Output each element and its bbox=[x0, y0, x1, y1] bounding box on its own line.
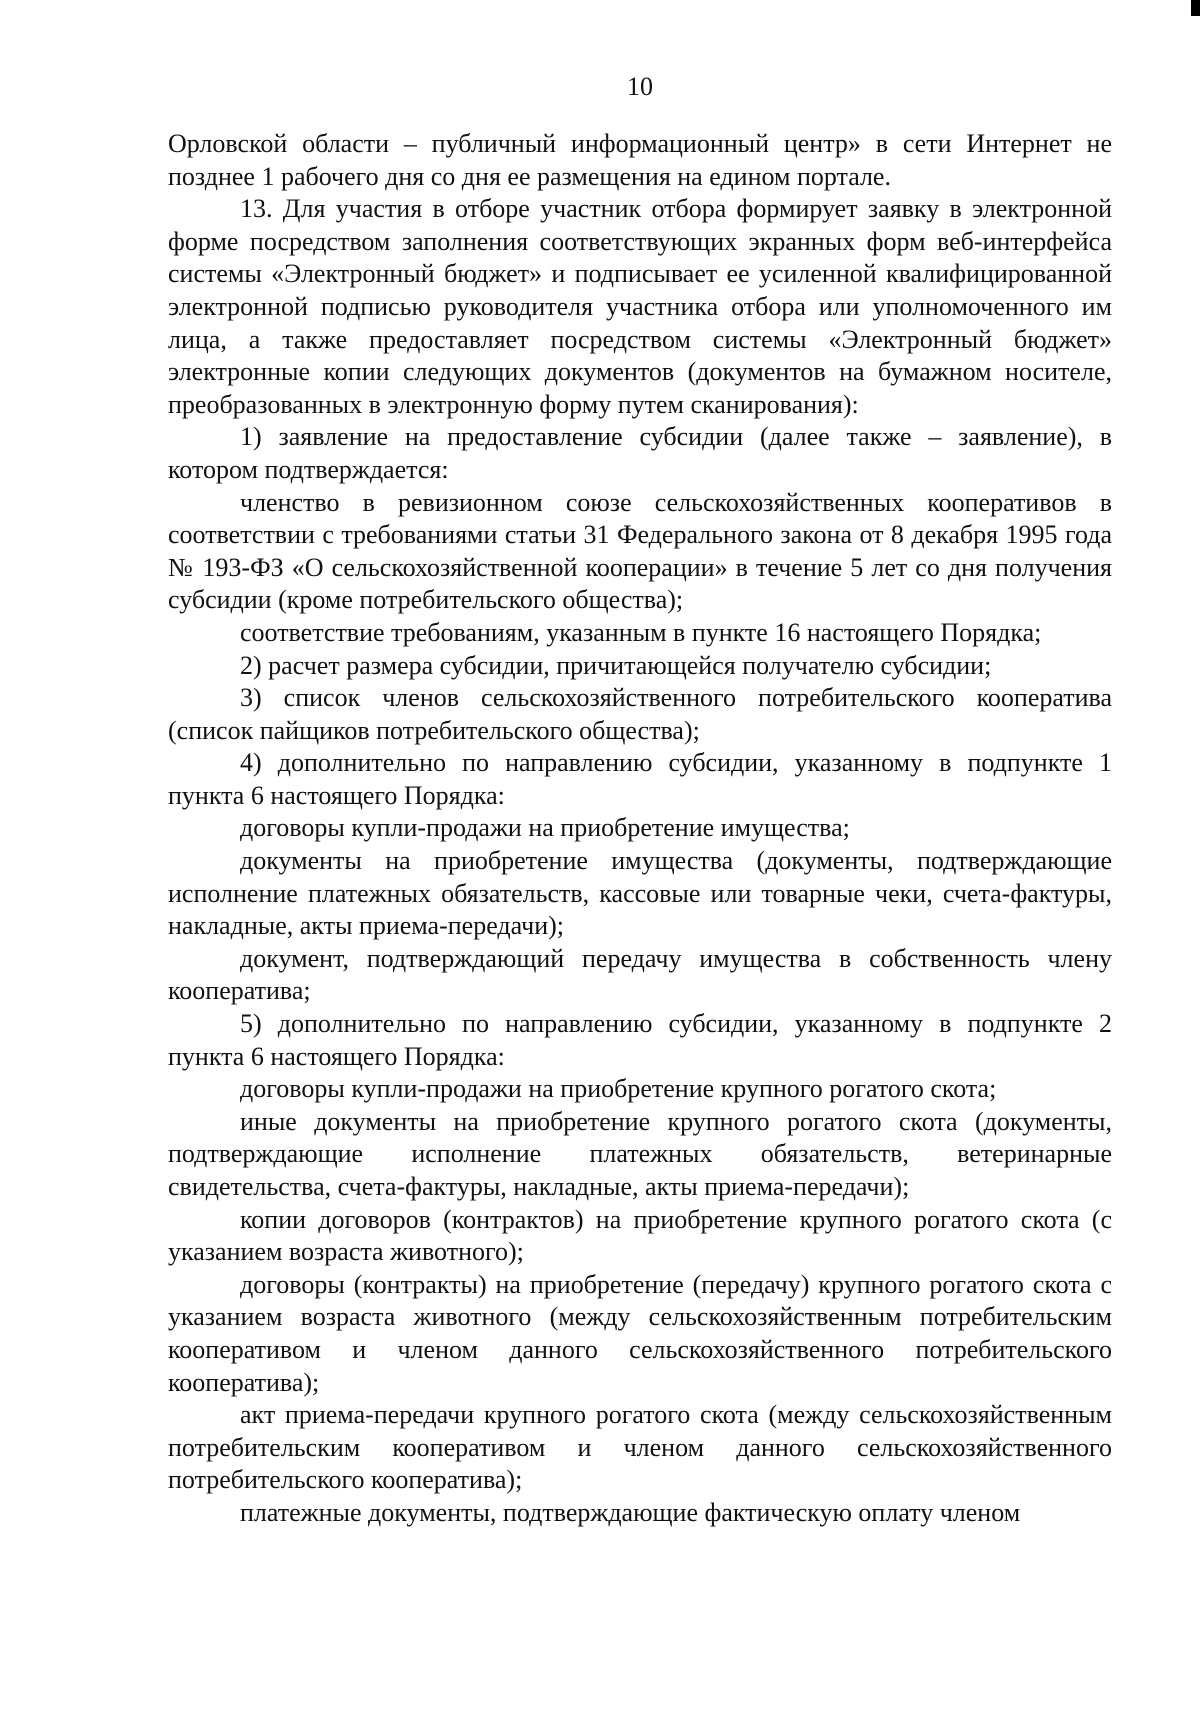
page-number: 10 bbox=[627, 72, 653, 101]
paragraph: документы на приобретение имущества (документы, подтверждающие исполнение платежных обязательств, кассовые или товарные чеки, счета-фактуры, накладные, акты приема-передачи); bbox=[168, 846, 1112, 941]
paragraph: 4) дополнительно по направлению субсидии, указанному в подпункте 1 пункта 6 настоящего Порядка: bbox=[168, 748, 1112, 810]
paragraph: договоры (контракты) на приобретение (передачу) крупного рогатого скота с указанием возраста животного (между сельскохозяйственным потребительским кооперативом и членом данного сельскохозяйственного потребительского кооператива); bbox=[168, 1269, 1112, 1397]
paragraph: 1) заявление на предоставление субсидии (далее также – заявление), в котором подтверждается: bbox=[168, 422, 1112, 484]
paragraph: 5) дополнительно по направлению субсидии, указанному в подпункте 2 пункта 6 настоящего Порядка: bbox=[168, 1009, 1112, 1071]
paragraph: Орловской области – публичный информационный центр» в сети Интернет не позднее 1 рабочего дня со дня ее размещения на едином портале. bbox=[168, 129, 1112, 191]
paragraph: договоры купли-продажи на приобретение крупного рогатого скота; bbox=[240, 1074, 997, 1104]
paragraph: 13. Для участия в отборе участник отбора формирует заявку в электронной форме посредством заполнения соответствующих экранных форм веб-интерфейса системы «Электронный бюджет» и подписывает ее усиленной квалифицированной электронной подписью руководителя участника отбора или уполномоченного им лица, а также предоставляет посредством системы «Электронный бюджет» электронные копии следующих документов (документов на бумажном носителе, преобразованных в электронную форму путем сканирования): bbox=[168, 194, 1112, 419]
paragraph: платежные документы, подтверждающие фактическую оплату членом bbox=[240, 1497, 1021, 1527]
document-body bbox=[168, 128, 1112, 1530]
paragraph: договоры купли-продажи на приобретение имущества; bbox=[240, 813, 850, 843]
paragraph: членство в ревизионном союзе сельскохозяйственных кооперативов в соответствии с требованиями статьи 31 Федерального закона от 8 декабря 1995 года № 193-ФЗ «О сельскохозяйственной кооперации» в течение 5 лет со дня получения субсидии (кроме потребительского общества); bbox=[168, 487, 1112, 615]
paragraph: соответствие требованиям, указанным в пункте 16 настоящего Порядка; bbox=[240, 617, 1042, 647]
paragraph: 2) расчет размера субсидии, причитающейся получателю субсидии; bbox=[240, 650, 992, 680]
scan-edge-mark bbox=[1191, 0, 1200, 16]
paragraph: акт приема-передачи крупного рогатого скота (между сельскохозяйственным потребительским кооперативом и членом данного сельскохозяйственного потребительского кооператива); bbox=[168, 1400, 1112, 1495]
paragraph: иные документы на приобретение крупного рогатого скота (документы, подтверждающие исполнение платежных обязательств, ветеринарные свидетельства, счета-фактуры, накладные, акты приема-передачи); bbox=[168, 1106, 1112, 1201]
paragraph: документ, подтверждающий передачу имущества в собственность члену кооператива; bbox=[168, 943, 1112, 1006]
paragraph: копии договоров (контрактов) на приобретение крупного рогатого скота (с указанием возраста животного); bbox=[168, 1204, 1112, 1267]
paragraph: 3) список членов сельскохозяйственного потребительского кооператива (список пайщиков потребительского общества); bbox=[168, 683, 1112, 745]
